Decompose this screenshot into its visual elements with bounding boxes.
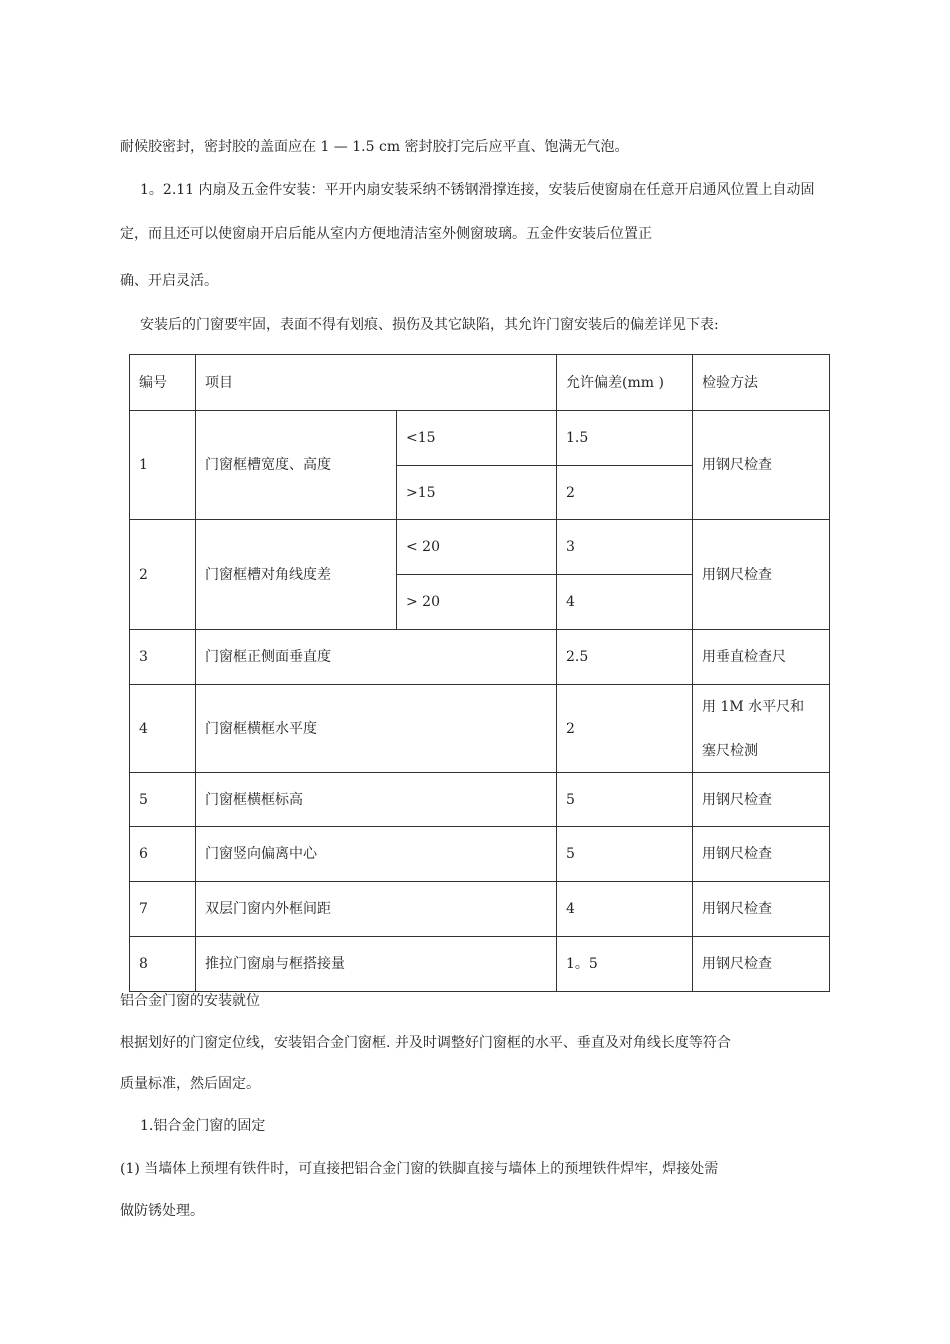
table-row xyxy=(130,411,830,466)
row-item: 双层门窗内外框间距 xyxy=(196,882,557,937)
paragraph-embedded-line1: (1) 当墙体上预埋有铁件时，可直接把铝合金门窗的铁脚直接与墙体上的预埋铁件焊牢，焊接处需 xyxy=(120,1161,719,1177)
row-no: 2 xyxy=(130,520,196,630)
deviation-table xyxy=(129,354,830,992)
row-tolerance: 1。5 xyxy=(557,937,693,992)
row-condition: < 20 xyxy=(397,520,557,575)
row-no: 8 xyxy=(130,937,196,992)
row-item: 门窗框横框水平度 xyxy=(196,685,557,773)
row-item: 门窗框横框标高 xyxy=(196,773,557,827)
row-no: 4 xyxy=(130,685,196,773)
row-method: 用钢尺检查 xyxy=(693,827,830,882)
row-item: 推拉门窗扇与框搭接量 xyxy=(196,937,557,992)
table-row xyxy=(130,882,830,937)
header-method: 检验方法 xyxy=(693,355,830,411)
row-tolerance: 1.5 xyxy=(557,411,693,466)
table-row xyxy=(130,773,830,827)
table-row xyxy=(130,520,830,575)
row-method-line2: 塞尺检测 xyxy=(702,742,758,759)
row-no: 1 xyxy=(130,411,196,520)
row-tolerance: 5 xyxy=(557,827,693,882)
table-row xyxy=(130,685,830,773)
row-item: 门窗框槽对角线度差 xyxy=(196,520,397,630)
row-method xyxy=(693,685,830,773)
row-tolerance: 5 xyxy=(557,773,693,827)
header-item: 项目 xyxy=(196,355,557,411)
row-method-line1: 用 1M 水平尺和 xyxy=(702,698,805,715)
row-method: 用钢尺检查 xyxy=(693,937,830,992)
row-tolerance: 4 xyxy=(557,882,693,937)
row-tolerance: 4 xyxy=(557,575,693,630)
paragraph-positioning-line2: 质量标准，然后固定。 xyxy=(120,1076,260,1092)
row-tolerance: 2 xyxy=(557,466,693,520)
row-condition: >15 xyxy=(397,466,557,520)
row-method: 用钢尺检查 xyxy=(693,882,830,937)
section-heading-fixing: 1.铝合金门窗的固定 xyxy=(140,1118,266,1134)
paragraph-hardware-line1: 1。2.11 内扇及五金件安装：平开内扇安装采纳不锈钢滑撑连接，安装后使窗扇在任意开启通风位置上自动固 xyxy=(140,182,815,198)
row-method: 用钢尺检查 xyxy=(693,520,830,630)
row-no: 6 xyxy=(130,827,196,882)
row-item: 门窗框正侧面垂直度 xyxy=(196,630,557,685)
paragraph-table-intro: 安装后的门窗要牢固，表面不得有划痕、损伤及其它缺陷，其允许门窗安装后的偏差详见下表: xyxy=(140,317,719,333)
header-tolerance: 允许偏差(mm ) xyxy=(557,355,693,411)
row-item: 门窗竖向偏离中心 xyxy=(196,827,557,882)
row-no: 3 xyxy=(130,630,196,685)
row-condition: <15 xyxy=(397,411,557,466)
row-no: 7 xyxy=(130,882,196,937)
paragraph-positioning-line1: 根据划好的门窗定位线，安装铝合金门窗框. 并及时调整好门窗框的水平、垂直及对角线长度等符合 xyxy=(120,1035,731,1051)
paragraph-embedded-line2: 做防锈处理。 xyxy=(120,1203,204,1219)
table-row xyxy=(130,827,830,882)
row-condition: > 20 xyxy=(397,575,557,630)
table-header-row xyxy=(130,355,830,411)
table-row xyxy=(130,937,830,992)
table-row xyxy=(130,630,830,685)
row-method: 用钢尺检查 xyxy=(693,773,830,827)
row-method: 用垂直检查尺 xyxy=(693,630,830,685)
section-heading-installation: 铝合金门窗的安装就位 xyxy=(120,993,260,1009)
row-tolerance: 3 xyxy=(557,520,693,575)
paragraph-sealant: 耐候胶密封，密封胶的盖面应在 1 — 1.5 cm 密封胶打完后应平直、饱满无气泡。 xyxy=(120,139,629,155)
paragraph-hardware-line2: 定，而且还可以使窗扇开启后能从室内方便地清洁室外侧窗玻璃。五金件安装后位置正 xyxy=(120,226,652,242)
row-no: 5 xyxy=(130,773,196,827)
row-tolerance: 2 xyxy=(557,685,693,773)
paragraph-hardware-line3: 确、开启灵活。 xyxy=(120,273,218,289)
row-item: 门窗框槽宽度、高度 xyxy=(196,411,397,520)
row-tolerance: 2.5 xyxy=(557,630,693,685)
row-method: 用钢尺检查 xyxy=(693,411,830,520)
header-no: 编号 xyxy=(130,355,196,411)
